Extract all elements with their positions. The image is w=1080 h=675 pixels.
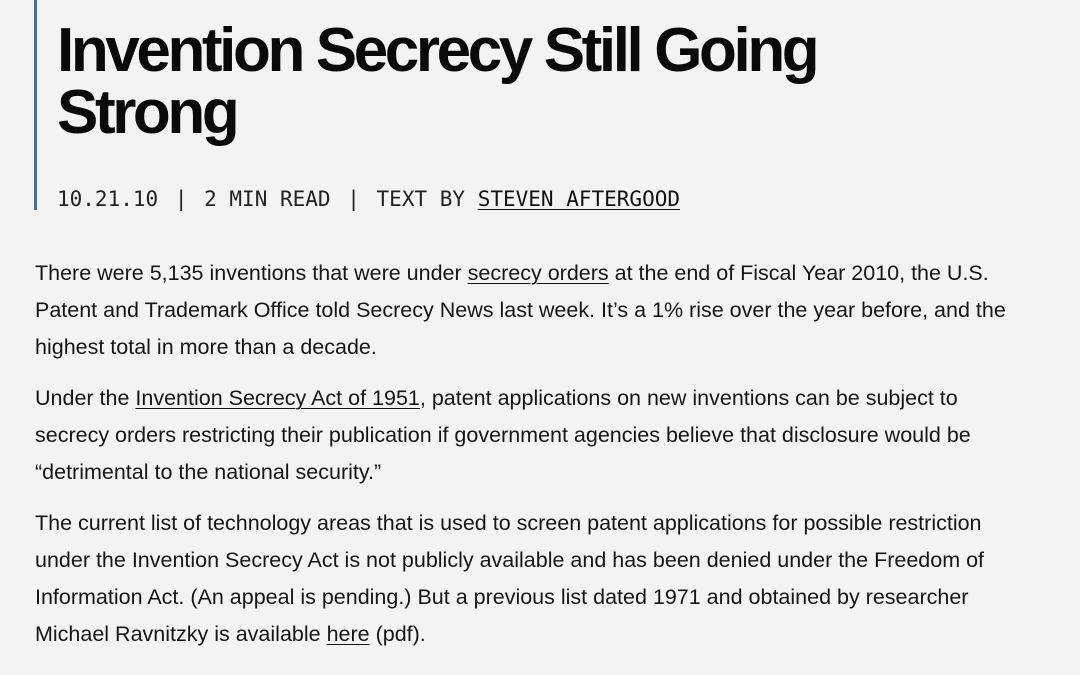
article-meta: [57, 185, 680, 213]
invention-secrecy-act-link[interactable]: Invention Secrecy Act of 1951: [135, 386, 420, 410]
paragraph-technology-list: [35, 505, 1025, 653]
paragraph-secrecy-orders: [35, 255, 1025, 366]
meta-separator: |: [174, 187, 188, 211]
paragraph-text: at the end of Fiscal Year 2010, the U.S. Patent and Trademark Office told Secrecy News last week. It’s a 1% rise over the year before, and the highest total in more than a decade.: [35, 261, 1006, 359]
meta-separator: |: [347, 187, 360, 211]
pdf-here-link[interactable]: here: [326, 622, 370, 646]
paragraph-invention-act: [35, 380, 1025, 491]
paragraph-text: Under the: [35, 386, 136, 410]
article-body: [35, 255, 1025, 667]
author-link[interactable]: STEVEN AFTERGOOD: [477, 187, 680, 211]
article-title: Invention Secrecy Still Going Strong: [57, 16, 817, 147]
byline-prefix: TEXT BY: [376, 187, 466, 211]
read-time: 2 MIN READ: [204, 187, 331, 211]
paragraph-text: There were 5,135 inventions that were under: [35, 261, 468, 285]
secrecy-orders-link[interactable]: secrecy orders: [467, 261, 609, 285]
paragraph-text: The current list of technology areas that is used to screen patent applications for possible restriction under the Invention Secrecy Act is not publicly available and has been denied under the Freedom of Information Act. (An appeal is pending.) But a previous list dated 1971 and obtained by researcher Michael Ravnitzky is available: [35, 511, 985, 646]
paragraph-text: (pdf).: [369, 622, 426, 646]
title-accent-rule: [34, 0, 37, 210]
paragraph-text: , patent applications on new inventions can be subject to secrecy orders restricting their publication if government agencies believe that disclosure would be “detrimental to the national security.”: [35, 386, 971, 484]
publish-date: 10.21.10: [57, 187, 159, 211]
